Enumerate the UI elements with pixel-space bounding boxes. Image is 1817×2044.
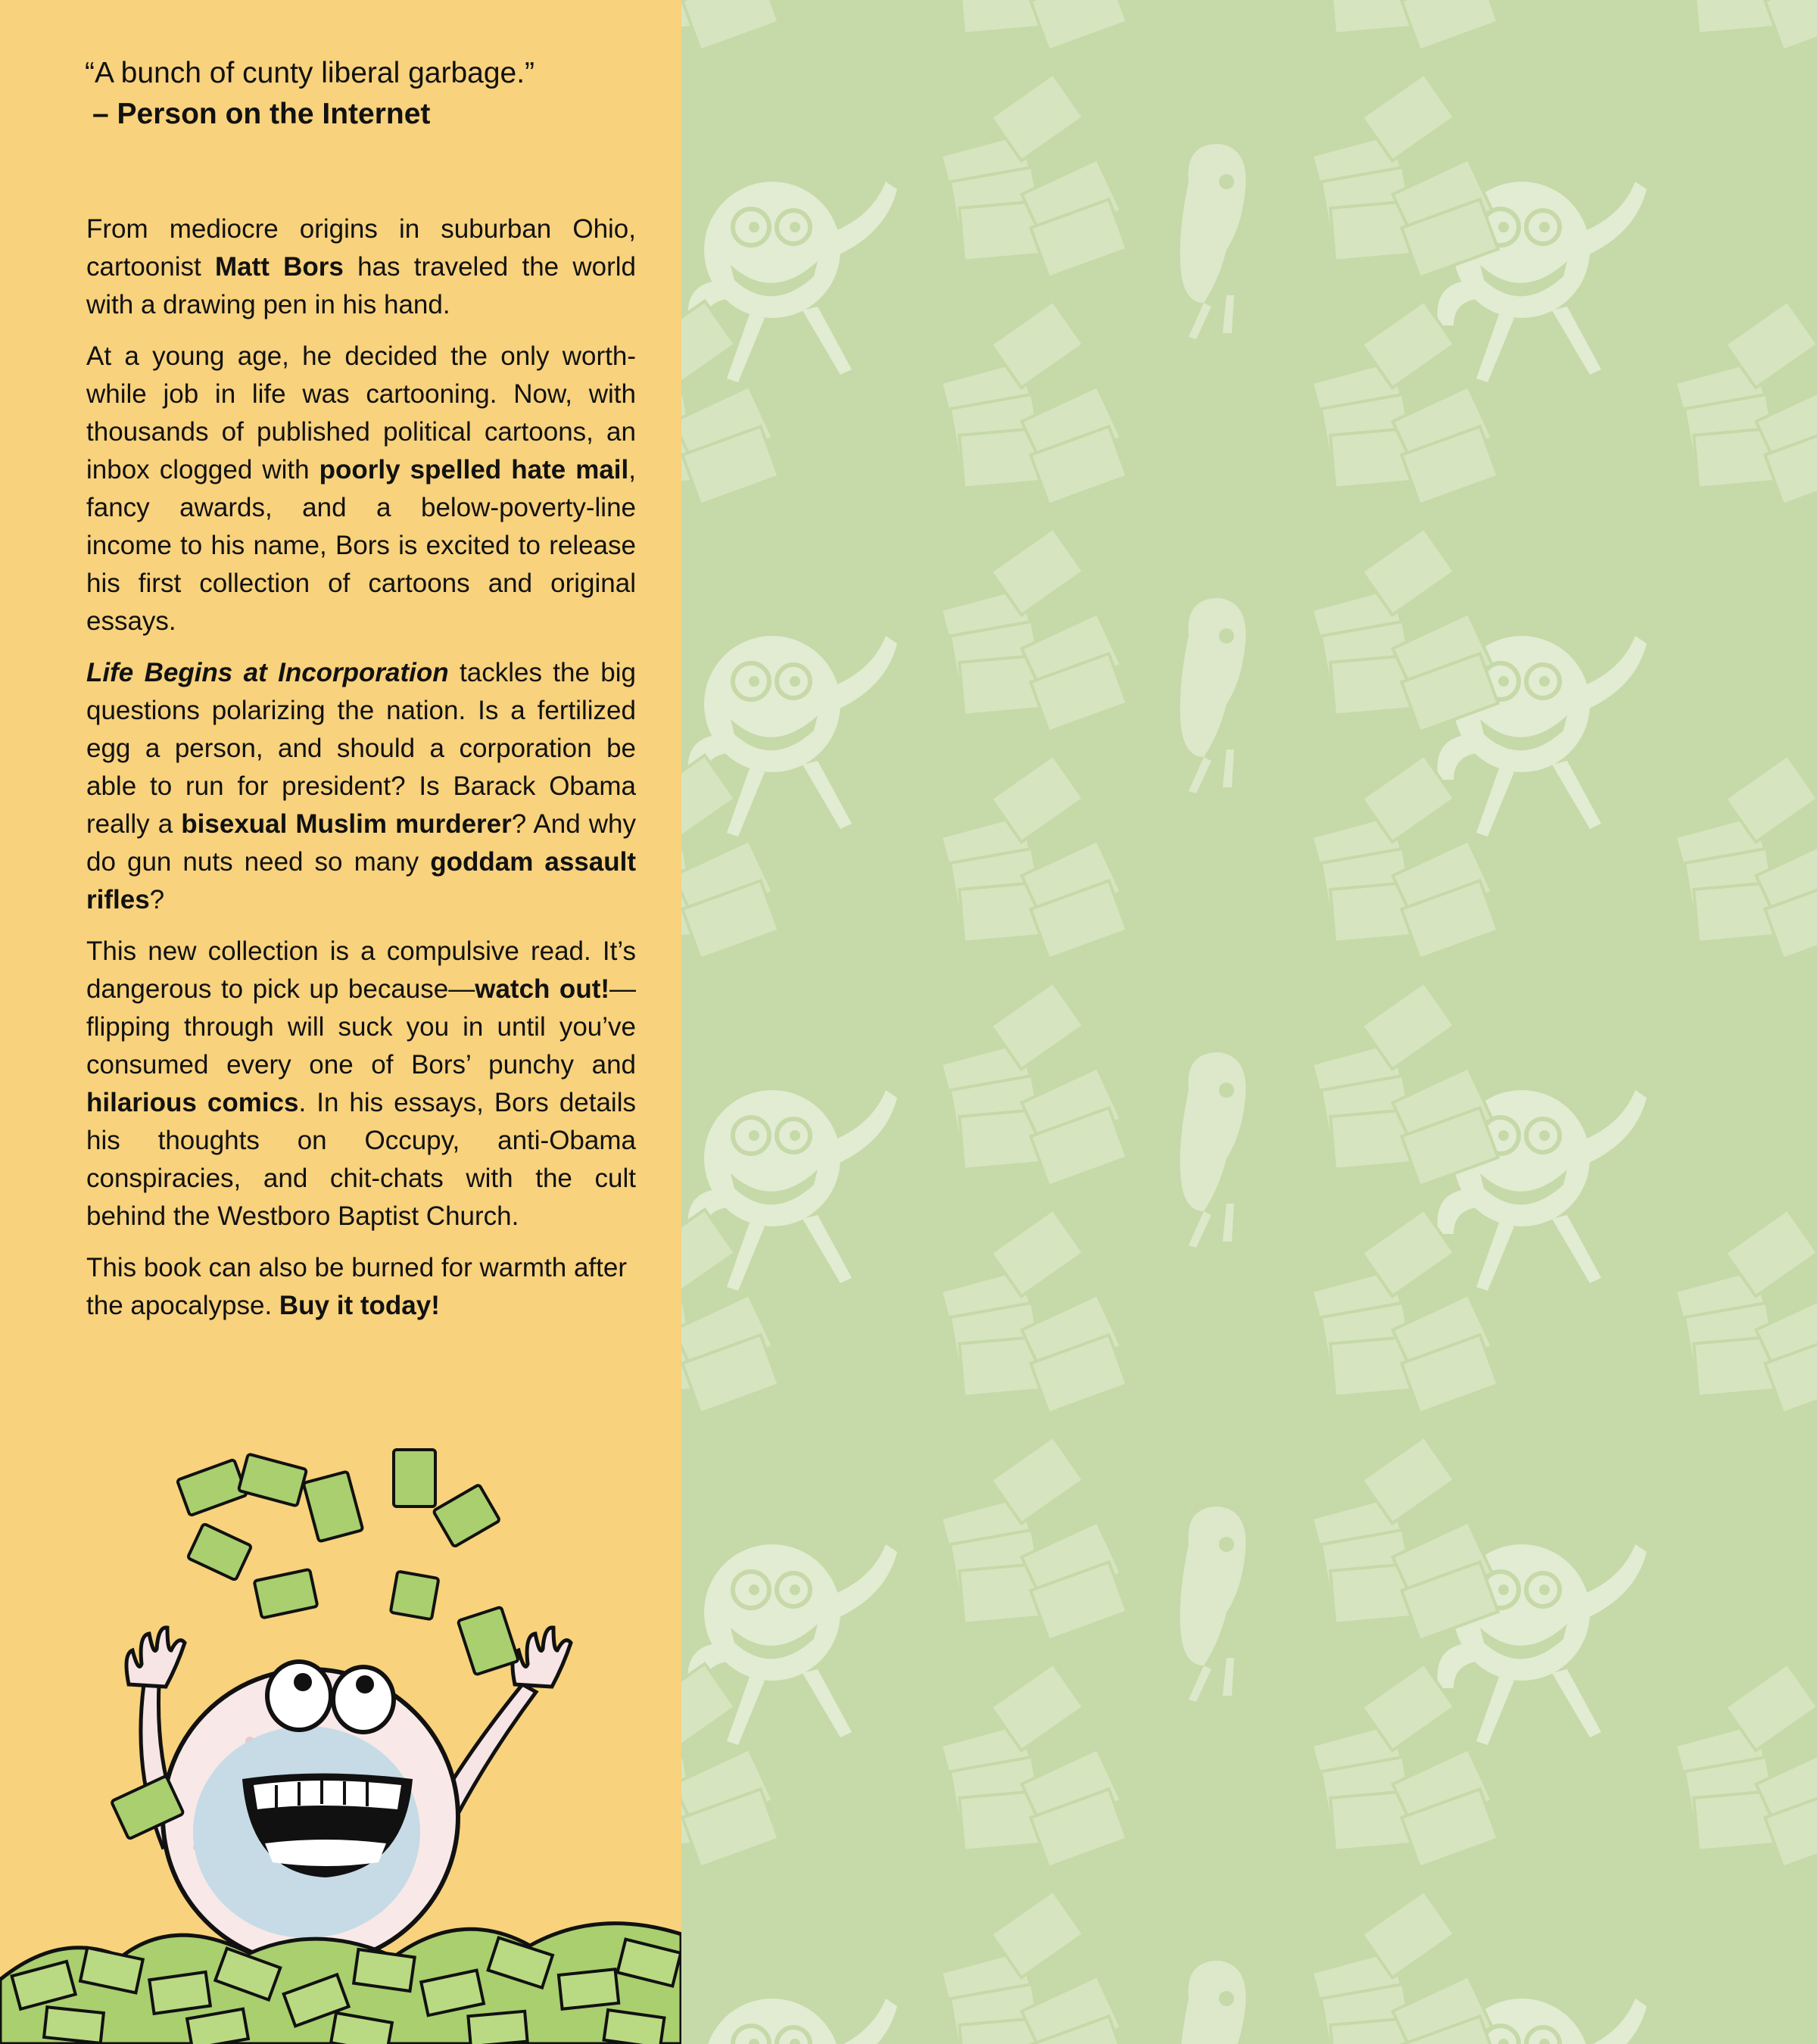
money-stack-icon	[681, 0, 779, 51]
money-stack-icon	[941, 0, 1127, 51]
pattern-background	[681, 0, 1817, 2044]
emphasis-text: Matt Bors	[214, 252, 344, 282]
money-stack-icon	[1675, 1210, 1817, 1413]
description-paragraph	[86, 210, 636, 324]
money-stack-icon	[1675, 0, 1817, 51]
money-stack-icon	[1675, 301, 1817, 505]
money-stack-icon	[681, 1210, 779, 1413]
paragraph-text: At a young age, he decided the only worth-while job in life was cartooning. Now, with thousands of published political cartoons, an inbox clogged with	[86, 341, 636, 485]
money-stack-icon	[941, 1664, 1127, 1868]
emphasis-text: Life Begins at Incorporation	[86, 658, 449, 687]
money-stack-icon	[1312, 1891, 1498, 2044]
money-pile-icon	[0, 1924, 681, 2044]
paragraph-text: —flipping through will suck you in until you’ve consumed every one of Bors’ punchy and	[86, 974, 637, 1080]
money-stack-icon	[1312, 756, 1498, 959]
money-stack-icon	[1675, 1664, 1817, 1868]
emphasis-text: bisexual Muslim murderer	[181, 809, 512, 839]
money-stack-icon	[941, 1437, 1127, 1640]
money-stack-icon	[1312, 983, 1498, 1186]
description-paragraph	[86, 654, 636, 919]
paragraph-text: has traveled the world with a drawing pen in his hand.	[86, 252, 637, 319]
paragraph-text: From mediocre origins in suburban Ohio, cartoonist	[86, 214, 636, 282]
sperm-character-icon	[1180, 1507, 1246, 1702]
paragraph-text: ? And why do gun nuts need so many	[86, 809, 636, 877]
money-stack-icon	[941, 756, 1127, 959]
sperm-character-icon	[1180, 144, 1246, 339]
money-stack-icon	[1312, 528, 1498, 732]
quote-text: “A bunch of cunty liberal garbage.”	[85, 57, 535, 89]
description-paragraph	[86, 1249, 636, 1325]
book-description	[86, 210, 636, 1338]
money-stack-icon	[941, 983, 1127, 1186]
money-stack-icon	[941, 1210, 1127, 1413]
money-stack-icon	[1312, 0, 1498, 51]
money-stack-icon	[941, 528, 1127, 732]
description-paragraph	[86, 933, 636, 1235]
paragraph-text: ?	[149, 885, 165, 915]
paragraph-text: This new collection is a compulsive read. It’s dangerous to pick up because—	[86, 936, 636, 1004]
sperm-character-icon	[1180, 598, 1246, 793]
mascot-throwing-money-icon	[0, 1423, 681, 2044]
left-panel	[0, 0, 681, 2044]
money-stack-icon	[941, 301, 1127, 505]
money-stack-icon	[1312, 1664, 1498, 1868]
emphasis-text: goddam assault rifles	[86, 847, 636, 915]
sperm-character-icon	[1180, 1052, 1246, 1248]
paragraph-text: . In his essays, Bors details his thoughts on Occupy, anti-Obama conspiracies, and chit-chats with the cult behind the Westboro Baptist Church.	[86, 1088, 636, 1231]
emphasis-text: watch out!	[475, 974, 610, 1004]
smiling-egg-icon	[688, 1999, 897, 2044]
review-quote	[85, 53, 660, 135]
money-stack-icon	[681, 1664, 779, 1868]
money-stack-icon	[941, 1891, 1127, 2044]
description-paragraph	[86, 338, 636, 640]
emphasis-text: Buy it today!	[279, 1291, 440, 1320]
emphasis-text: hilarious comics	[86, 1088, 299, 1117]
quote-attribution: – Person on the Internet	[92, 98, 431, 130]
money-stack-icon	[1312, 1437, 1498, 1640]
money-stack-icon	[941, 74, 1127, 278]
paragraph-text: tackles the big questions polarizing the nation. Is a fertilized egg a person, and should a corporation be able to run for president? Is Barack Obama really a	[86, 658, 637, 839]
money-stack-icon	[681, 756, 779, 959]
money-stack-icon	[1312, 1210, 1498, 1413]
money-stack-icon	[1312, 301, 1498, 505]
sperm-character-icon	[1180, 1961, 1246, 2044]
paragraph-text: , fancy awards, and a below-poverty-line income to his name, Bors is excited to release his first collection of cartoons and original essays.	[86, 455, 636, 636]
paragraph-text: This book can also be burned for warmth after the apocalypse.	[86, 1253, 627, 1320]
money-stack-icon	[1675, 756, 1817, 959]
pattern-panel	[681, 0, 1817, 2044]
emphasis-text: poorly spelled hate mail	[319, 455, 629, 485]
money-stack-icon	[1312, 74, 1498, 278]
money-stack-icon	[681, 301, 779, 505]
